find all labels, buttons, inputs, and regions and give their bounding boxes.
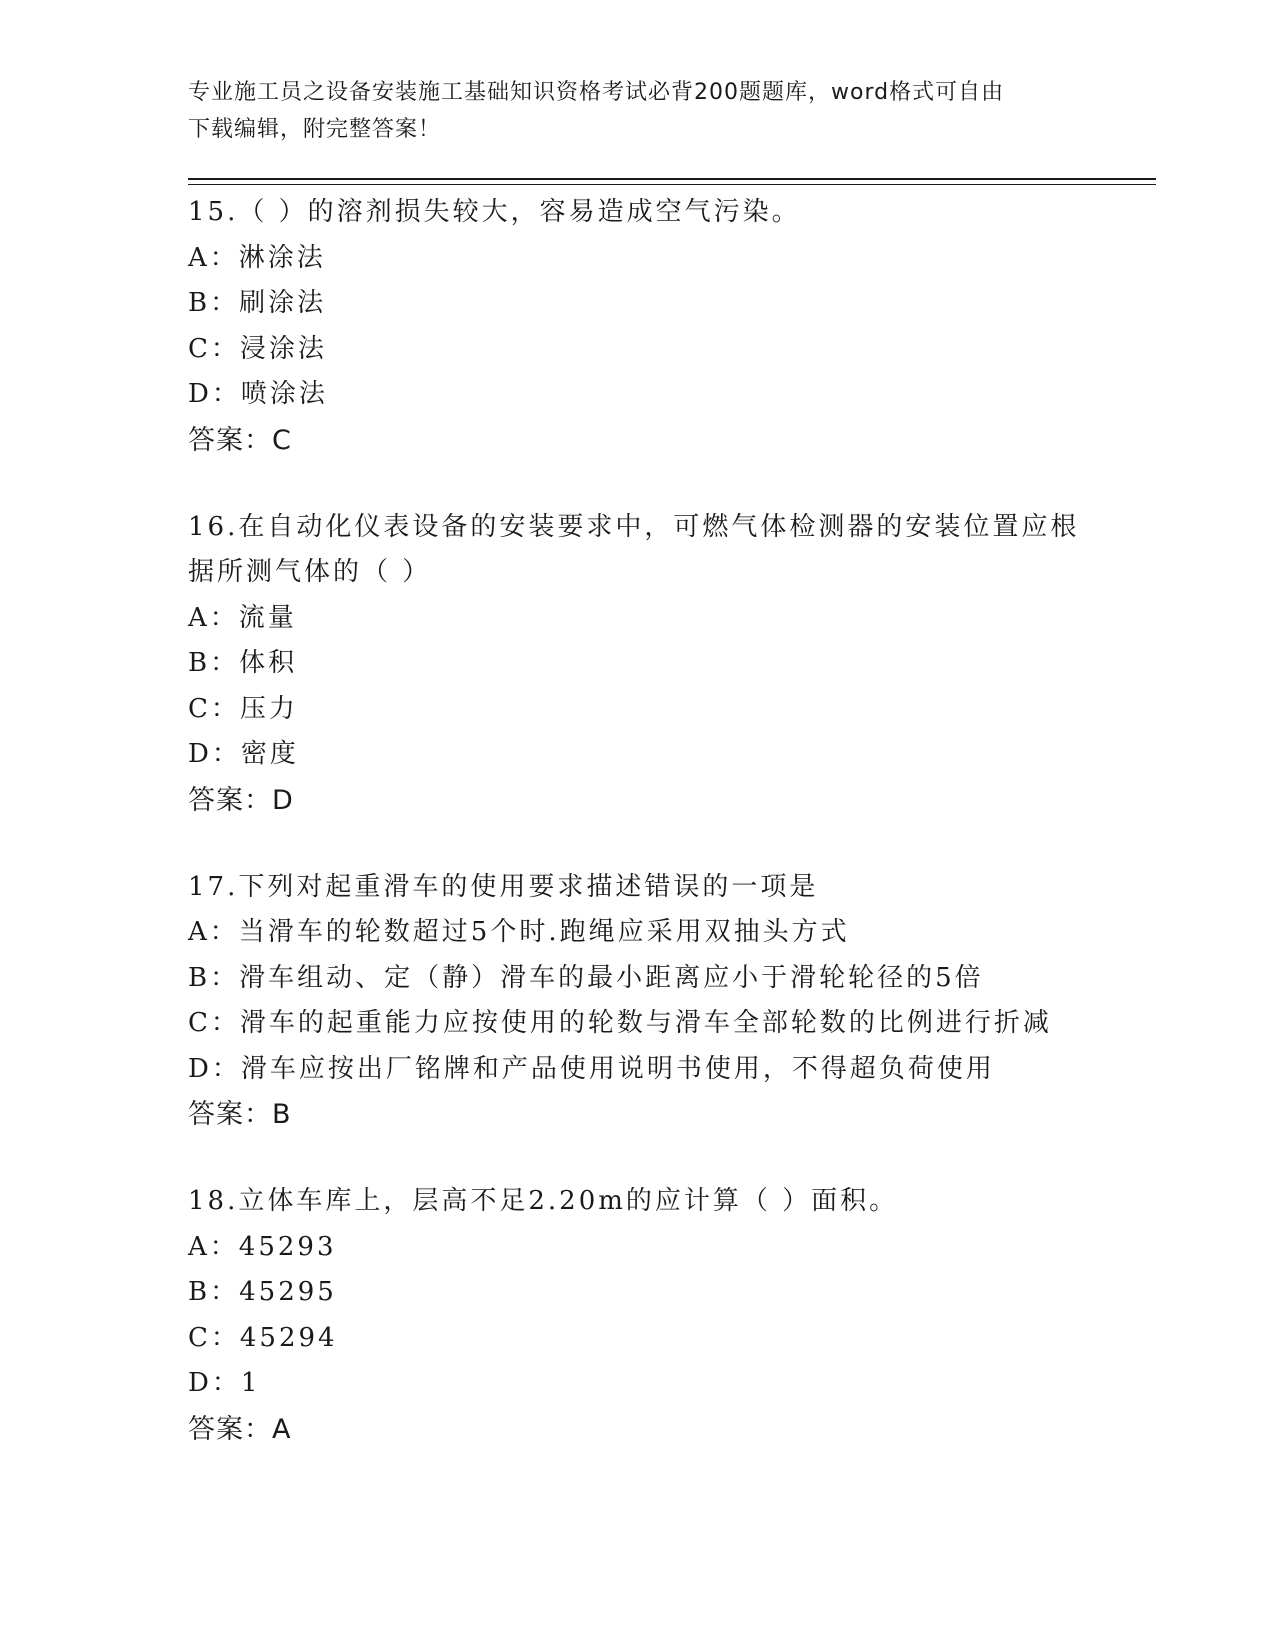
header-line-2: 下载编辑，附完整答案！: [188, 117, 442, 142]
answer: 答案：B: [188, 1099, 292, 1130]
question-list: [188, 190, 1148, 1494]
option-b: B：滑车组动、定（静）滑车的最小距离应小于滑轮轮径的5倍: [188, 962, 984, 993]
question-15: [188, 190, 1148, 464]
answer: 答案：D: [188, 784, 294, 816]
question-17: [188, 865, 1148, 1139]
option-a: A：淋涂法: [188, 242, 326, 273]
header-divider-thin: [188, 184, 1156, 185]
document-header: [188, 74, 1088, 148]
option-a: A：流量: [188, 602, 297, 633]
question-18: [188, 1179, 1148, 1453]
header-divider-thick: [188, 178, 1156, 180]
question-text: 18.立体车库上，层高不足2.20m的应计算（ ）面积。: [188, 1186, 899, 1216]
option-b: B：体积: [188, 648, 298, 678]
answer: 答案：A: [188, 1413, 292, 1445]
question-16: [188, 505, 1148, 824]
question-text: 17.下列对起重滑车的使用要求描述错误的一项是: [188, 871, 819, 902]
option-d: D：滑车应按出厂铭牌和产品使用说明书使用，不得超负荷使用: [188, 1053, 995, 1084]
option-d: D：1: [188, 1368, 261, 1398]
option-c: C：压力: [188, 693, 298, 724]
option-a: A：45293: [188, 1231, 337, 1262]
option-d: D：密度: [188, 739, 299, 769]
option-b: B：45295: [188, 1277, 337, 1307]
option-b: B：刷涂法: [188, 288, 327, 318]
question-text: 16.在自动化仪表设备的安装要求中，可燃气体检测器的安装位置应根据所测气体的（ ）: [188, 511, 1080, 587]
option-c: C：45294: [188, 1322, 338, 1353]
answer: 答案：C: [188, 424, 292, 456]
option-c: C：浸涂法: [188, 333, 327, 364]
option-a: A：当滑车的轮数超过5个时.跑绳应采用双抽头方式: [188, 917, 850, 947]
header-line-1: 专业施工员之设备安装施工基础知识资格考试必背200题题库，word格式可自由: [188, 80, 1005, 105]
question-text: 15.（ ）的溶剂损失较大，容易造成空气污染。: [188, 197, 801, 227]
option-c: C：滑车的起重能力应按使用的轮数与滑车全部轮数的比例进行折减: [188, 1008, 1052, 1038]
option-d: D：喷涂法: [188, 379, 328, 409]
